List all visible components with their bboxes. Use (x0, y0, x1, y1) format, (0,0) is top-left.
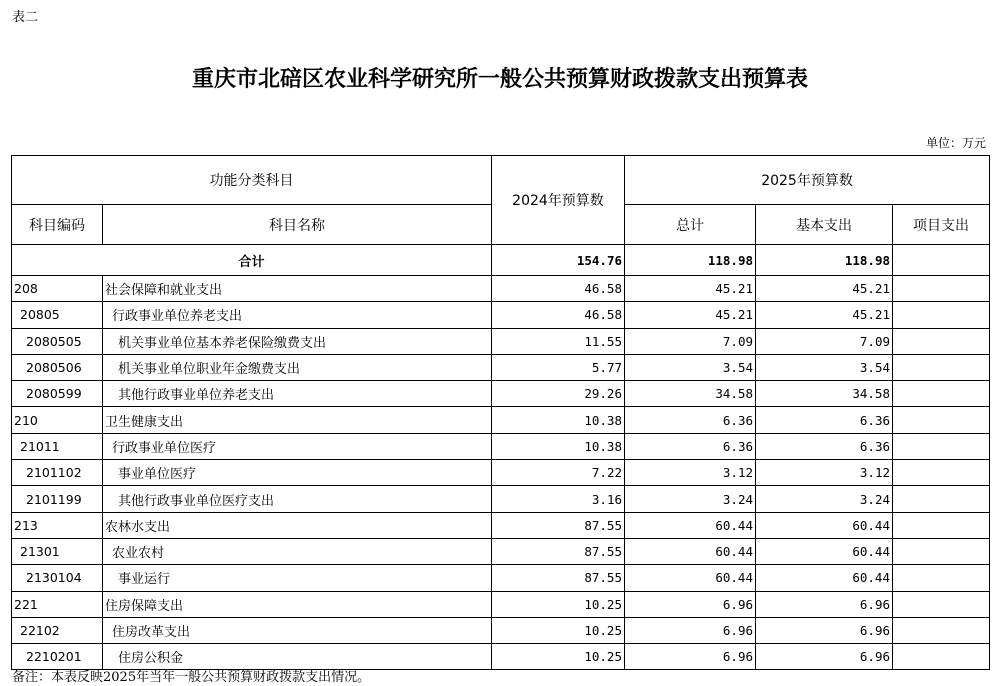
row-name: 行政事业单位医疗 (103, 433, 492, 459)
row-budget-2024: 5.77 (492, 354, 625, 380)
row-basic: 45.21 (756, 302, 893, 328)
row-name: 其他行政事业单位医疗支出 (103, 486, 492, 512)
row-budget-2024: 46.58 (492, 302, 625, 328)
row-name: 其他行政事业单位养老支出 (103, 381, 492, 407)
row-code: 213 (12, 512, 103, 538)
table-row (12, 617, 990, 643)
row-total: 45.21 (625, 276, 756, 302)
row-budget-2024: 87.55 (492, 538, 625, 564)
row-project (893, 565, 990, 591)
row-name: 住房改革支出 (103, 617, 492, 643)
row-project (893, 512, 990, 538)
row-name: 机关事业单位基本养老保险缴费支出 (103, 328, 492, 354)
budget-table (11, 155, 990, 670)
row-total: 6.96 (625, 617, 756, 643)
row-project (893, 354, 990, 380)
table-row (12, 486, 990, 512)
total-row (12, 245, 990, 276)
row-basic: 6.36 (756, 407, 893, 433)
row-code: 208 (12, 276, 103, 302)
row-code: 2080505 (12, 328, 103, 354)
header-basic: 基本支出 (756, 205, 893, 245)
row-budget-2024: 10.25 (492, 644, 625, 670)
header-project: 项目支出 (893, 205, 990, 245)
row-project (893, 328, 990, 354)
row-basic: 60.44 (756, 565, 893, 591)
row-code: 2210201 (12, 644, 103, 670)
table-row (12, 276, 990, 302)
row-basic: 6.96 (756, 644, 893, 670)
row-basic: 6.36 (756, 433, 893, 459)
row-basic: 3.24 (756, 486, 893, 512)
total-total: 118.98 (625, 245, 756, 276)
total-label: 合计 (12, 245, 492, 276)
row-basic: 7.09 (756, 328, 893, 354)
header-category: 功能分类科目 (12, 156, 492, 205)
row-budget-2024: 10.38 (492, 433, 625, 459)
row-project (893, 591, 990, 617)
row-total: 6.96 (625, 644, 756, 670)
row-project (893, 302, 990, 328)
row-total: 34.58 (625, 381, 756, 407)
row-code: 2101102 (12, 460, 103, 486)
row-basic: 60.44 (756, 538, 893, 564)
table-row (12, 354, 990, 380)
row-name: 行政事业单位养老支出 (103, 302, 492, 328)
row-budget-2024: 3.16 (492, 486, 625, 512)
row-code: 2080599 (12, 381, 103, 407)
row-total: 6.36 (625, 407, 756, 433)
row-basic: 60.44 (756, 512, 893, 538)
table-row (12, 538, 990, 564)
row-total: 6.96 (625, 591, 756, 617)
row-basic: 3.12 (756, 460, 893, 486)
row-code: 221 (12, 591, 103, 617)
row-total: 45.21 (625, 302, 756, 328)
row-project (893, 486, 990, 512)
row-project (893, 617, 990, 643)
total-budget-2024: 154.76 (492, 245, 625, 276)
row-total: 6.36 (625, 433, 756, 459)
table-row (12, 591, 990, 617)
row-project (893, 407, 990, 433)
row-code: 2130104 (12, 565, 103, 591)
row-project (893, 381, 990, 407)
row-basic: 6.96 (756, 617, 893, 643)
page-title: 重庆市北碚区农业科学研究所一般公共预算财政拨款支出预算表 (191, 66, 808, 92)
row-name: 机关事业单位职业年金缴费支出 (103, 354, 492, 380)
row-total: 60.44 (625, 512, 756, 538)
row-code: 210 (12, 407, 103, 433)
row-budget-2024: 10.25 (492, 591, 625, 617)
table-tag: 表二 (12, 10, 39, 25)
row-budget-2024: 7.22 (492, 460, 625, 486)
header-code: 科目编码 (12, 205, 103, 245)
row-code: 2080506 (12, 354, 103, 380)
row-name: 事业运行 (103, 565, 492, 591)
row-basic: 34.58 (756, 381, 893, 407)
row-budget-2024: 87.55 (492, 565, 625, 591)
table-row (12, 381, 990, 407)
row-budget-2024: 46.58 (492, 276, 625, 302)
table-row (12, 407, 990, 433)
row-name: 事业单位医疗 (103, 460, 492, 486)
row-budget-2024: 11.55 (492, 328, 625, 354)
row-project (893, 276, 990, 302)
header-name: 科目名称 (103, 205, 492, 245)
table-row (12, 512, 990, 538)
row-code: 21011 (12, 433, 103, 459)
row-total: 3.12 (625, 460, 756, 486)
row-code: 20805 (12, 302, 103, 328)
row-name: 农林水支出 (103, 512, 492, 538)
row-budget-2024: 10.38 (492, 407, 625, 433)
table-body (12, 245, 990, 670)
row-project (893, 538, 990, 564)
row-name: 住房公积金 (103, 644, 492, 670)
header-total: 总计 (625, 205, 756, 245)
row-total: 3.24 (625, 486, 756, 512)
row-project (893, 433, 990, 459)
row-project (893, 460, 990, 486)
header-budget-2024: 2024年预算数 (492, 156, 625, 245)
row-name: 卫生健康支出 (103, 407, 492, 433)
row-project (893, 644, 990, 670)
row-total: 7.09 (625, 328, 756, 354)
footnote: 备注：本表反映2025年当年一般公共预算财政拨款支出情况。 (12, 670, 371, 685)
row-name: 社会保障和就业支出 (103, 276, 492, 302)
table-row (12, 433, 990, 459)
table-row (12, 328, 990, 354)
row-budget-2024: 10.25 (492, 617, 625, 643)
unit-label: 单位：万元 (925, 136, 986, 150)
row-name: 住房保障支出 (103, 591, 492, 617)
row-budget-2024: 29.26 (492, 381, 625, 407)
row-basic: 45.21 (756, 276, 893, 302)
row-code: 21301 (12, 538, 103, 564)
row-budget-2024: 87.55 (492, 512, 625, 538)
row-total: 60.44 (625, 565, 756, 591)
table-row (12, 565, 990, 591)
row-basic: 6.96 (756, 591, 893, 617)
total-project (893, 245, 990, 276)
row-code: 22102 (12, 617, 103, 643)
table-row (12, 460, 990, 486)
row-total: 60.44 (625, 538, 756, 564)
table-row (12, 302, 990, 328)
total-basic: 118.98 (756, 245, 893, 276)
row-name: 农业农村 (103, 538, 492, 564)
row-basic: 3.54 (756, 354, 893, 380)
header-budget-2025: 2025年预算数 (625, 156, 990, 205)
row-code: 2101199 (12, 486, 103, 512)
row-total: 3.54 (625, 354, 756, 380)
